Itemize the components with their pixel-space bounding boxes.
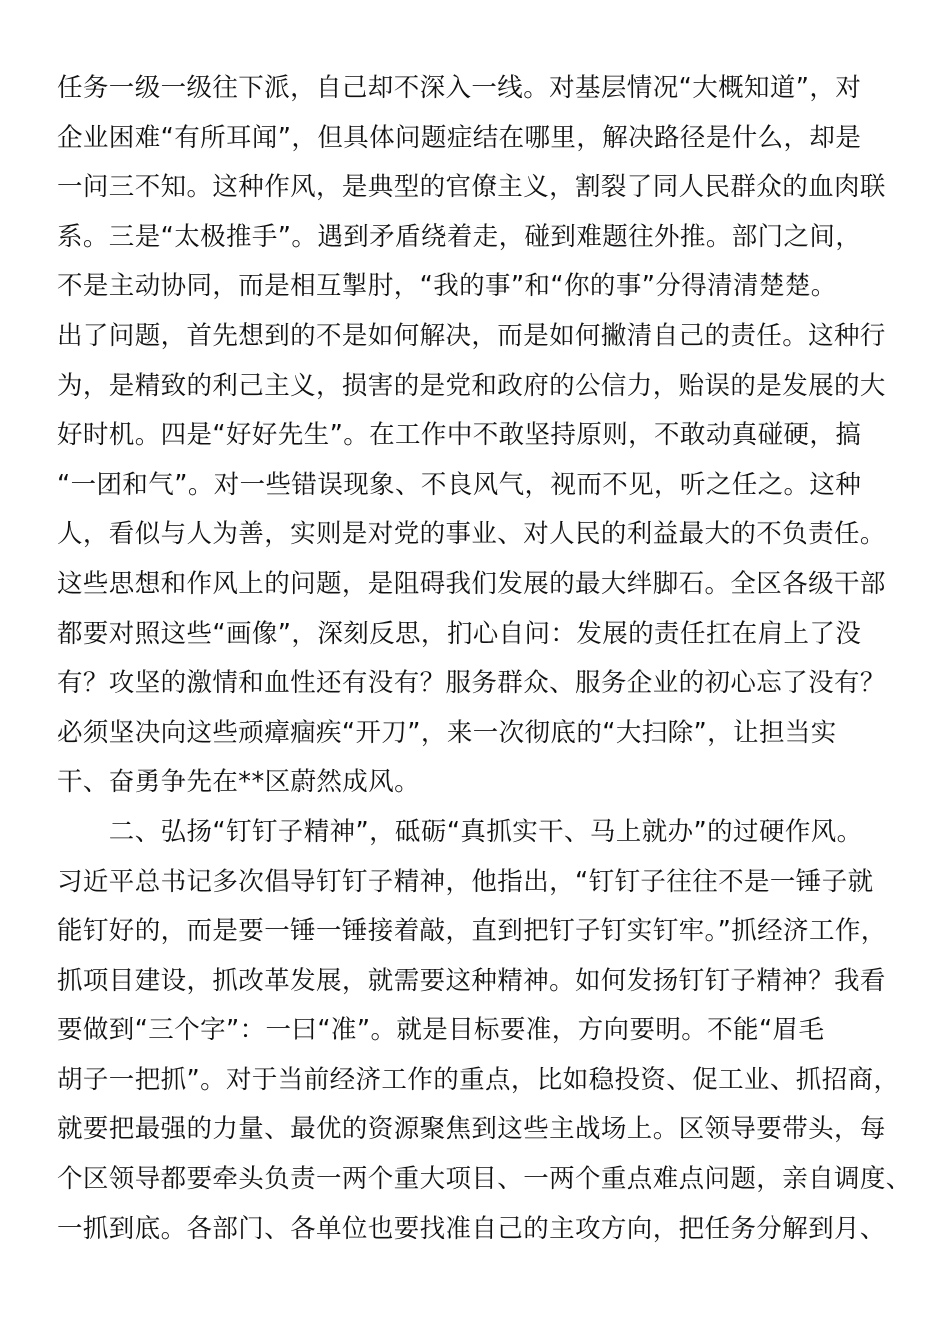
text-line: 习近平总书记多次倡导钉钉子精神，他指出，“钉钉子往往不是一锤子就	[57, 866, 874, 897]
text-line: 系。三是“太极推手”。遇到矛盾绕着走，碰到难题往外推。部门之间，	[57, 221, 862, 252]
text-line: 抓项目建设，抓改革发展，就需要这种精神。如何发扬钉钉子精神？我看	[57, 965, 886, 996]
text-line: 一问三不知。这种作风，是典型的官僚主义，割裂了同人民群众的血肉联	[57, 172, 886, 203]
text-line: 任务一级一级往下派，自己却不深入一线。对基层情况“大概知道”，对	[57, 73, 862, 103]
text-line: 有？攻坚的激情和血性还有没有？服务群众、服务企业的初心忘了没有？	[57, 668, 886, 699]
text-line: 出了问题，首先想到的不是如何解决，而是如何撇清自己的责任。这种行	[57, 320, 886, 351]
text-line: 就要把最强的力量、最优的资源聚焦到这些主战场上。区领导要带头，每	[57, 1114, 886, 1145]
text-line: 这些思想和作风上的问题，是阻碍我们发展的最大绊脚石。全区各级干部	[57, 568, 886, 599]
text-line: 干、奋勇争先在**区蔚然成风。	[57, 767, 421, 798]
text-line: 为，是精致的利己主义，损害的是党和政府的公信力，贻误的是发展的大	[57, 370, 886, 401]
text-line: 必须坚决向这些顽瘴痼疾“开刀”，来一次彻底的“大扫除”，让担当实	[57, 717, 837, 748]
body-text	[57, 64, 912, 1254]
text-line: 不是主动协同，而是相互掣肘，“我的事”和“你的事”分得清清楚楚。	[57, 271, 837, 302]
text-line: 胡子一把抓”。对于当前经济工作的重点，比如稳投资、促工业、抓招商，	[57, 1064, 900, 1095]
text-line: 都要对照这些“画像”，深刻反思，扪心自问：发展的责任扛在肩上了没	[57, 618, 862, 649]
text-line: 人，看似与人为善，实则是对党的事业、对人民的利益最大的不负责任。	[57, 519, 886, 550]
text-line: 一抓到底。各部门、各单位也要找准自己的主攻方向，把任务分解到月、	[57, 1213, 886, 1244]
text-line: 企业困难“有所耳闻”，但具体问题症结在哪里，解决路径是什么，却是	[57, 122, 862, 153]
text-line: 能钉好的，而是要一锤一锤接着敲，直到把钉子钉实钉牢。”抓经济工作，	[57, 916, 887, 947]
text-line: 好时机。四是“好好先生”。在工作中不敢坚持原则，不敢动真碰硬，搞	[57, 420, 862, 451]
section-heading-line: 二、弘扬“钉钉子精神”，砥砺“真抓实干、马上就办”的过硬作风。	[57, 816, 863, 847]
text-line: “一团和气”。对一些错误现象、不良风气，视而不见，听之任之。这种	[57, 469, 862, 500]
text-line: 要做到“三个字”：一曰“准”。就是目标要准，方向要明。不能“眉毛	[57, 1015, 825, 1046]
text-line: 个区领导都要牵头负责一两个重大项目、一两个重点难点问题，亲自调度、	[57, 1164, 912, 1195]
